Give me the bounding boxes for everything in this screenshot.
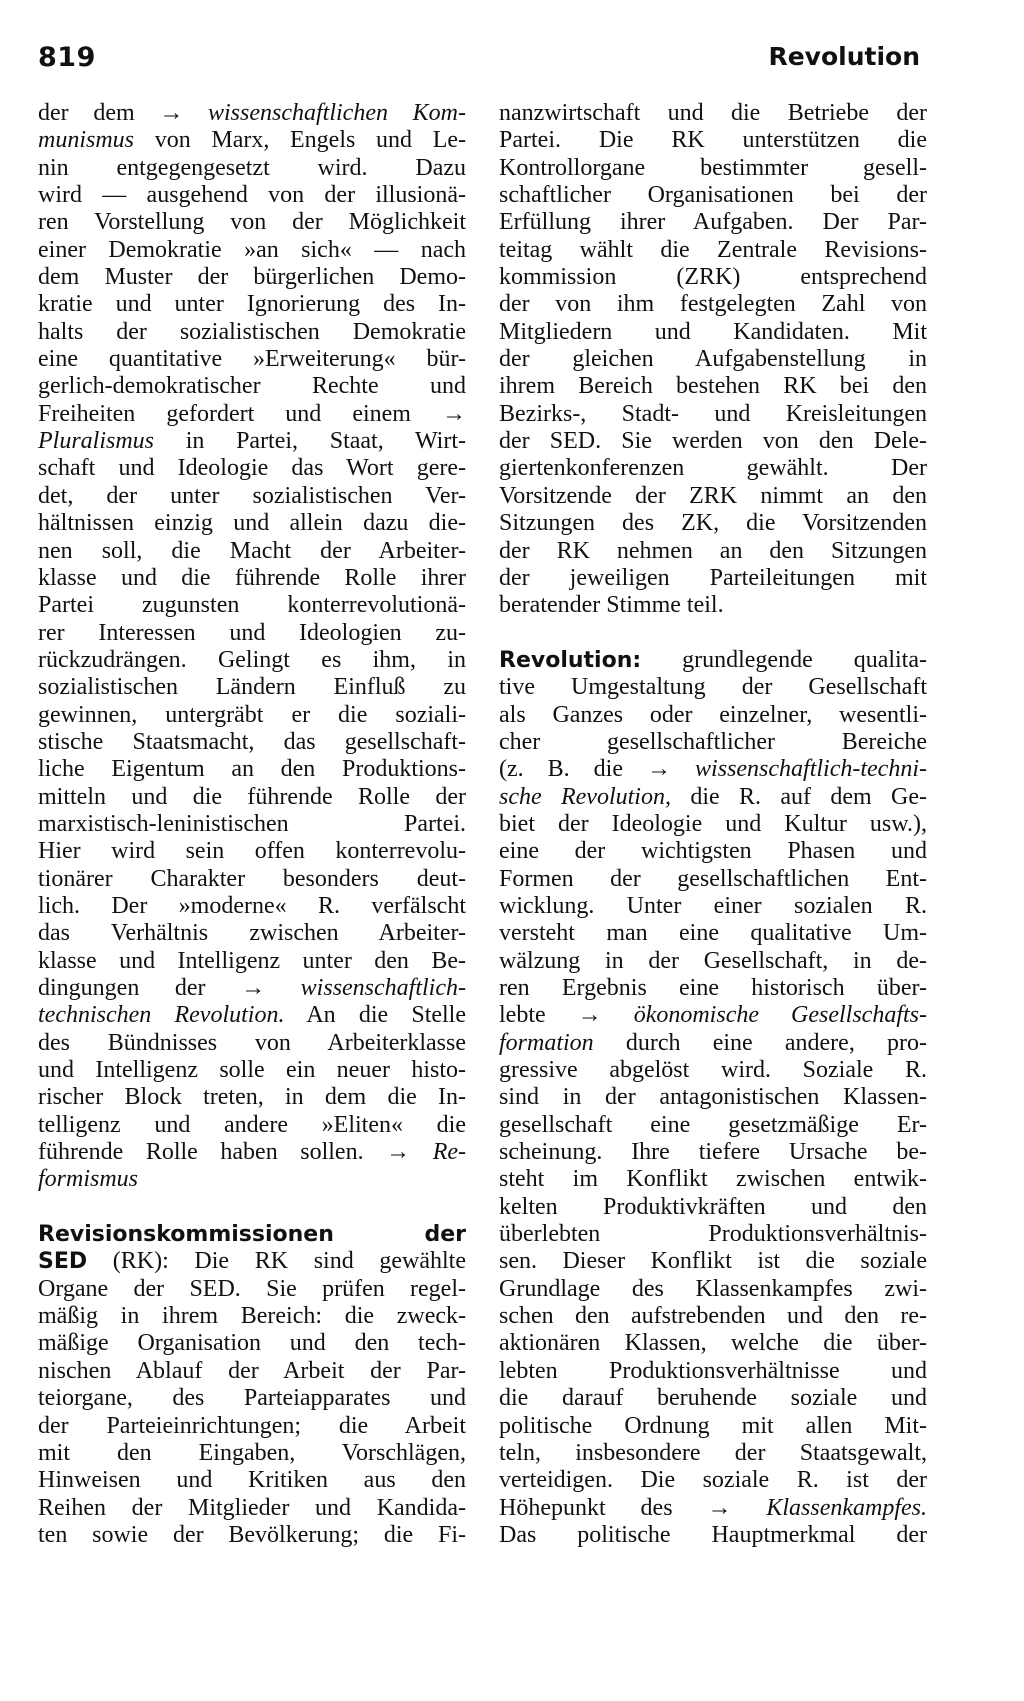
text-line bbox=[38, 975, 466, 1002]
text-line bbox=[38, 893, 466, 920]
text-line bbox=[499, 237, 927, 264]
text-line bbox=[38, 373, 466, 400]
text-run: aktionären Klassen, welche die über- bbox=[499, 1330, 927, 1357]
text-line bbox=[38, 346, 466, 373]
cross-reference: → Klassenkampfes. bbox=[707, 1494, 927, 1521]
text-run: schaft und Ideologie das Wort gere- bbox=[38, 455, 466, 482]
text-line bbox=[38, 838, 466, 865]
text-line bbox=[38, 510, 466, 537]
text-line bbox=[38, 756, 466, 783]
text-line bbox=[38, 291, 466, 318]
text-line bbox=[499, 729, 927, 756]
text-run: teln, insbesondere der Staatsgewalt, bbox=[499, 1439, 927, 1466]
text-line bbox=[499, 1084, 927, 1111]
text-line bbox=[499, 784, 927, 811]
text-run: eine quantitative »Erweiterung« bür- bbox=[38, 346, 466, 373]
text-run: mit den Eingaben, Vorschlägen, bbox=[38, 1439, 466, 1466]
entry-term: Revolution: bbox=[499, 647, 642, 673]
cross-reference: → Re- bbox=[386, 1139, 466, 1166]
text-line bbox=[499, 483, 927, 510]
cross-reference: formismus bbox=[38, 1166, 139, 1193]
running-head: Revolution bbox=[768, 42, 920, 71]
text-run: Grundlage des Klassenkampfes zwi- bbox=[499, 1275, 927, 1302]
text-run: sen. Dieser Konflikt ist die soziale bbox=[499, 1248, 927, 1275]
text-run: die darauf beruhende soziale und bbox=[499, 1385, 927, 1412]
text-run: steht im Konflikt zwischen entwik- bbox=[499, 1166, 927, 1193]
text-run: marxistisch-leninistischen Partei. bbox=[38, 810, 466, 837]
text-run: Reihen der Mitglieder und Kandida- bbox=[38, 1494, 466, 1521]
text-line bbox=[38, 592, 466, 619]
entry-term: SED bbox=[38, 1249, 88, 1275]
text-line bbox=[38, 1495, 466, 1522]
text-line bbox=[38, 455, 466, 482]
text-line bbox=[499, 893, 927, 920]
text-line bbox=[38, 483, 466, 510]
text-run: wird — ausgehend von der illusionä- bbox=[38, 182, 466, 209]
text-run: der RK nehmen an den Sitzungen bbox=[499, 537, 927, 564]
text-line bbox=[499, 948, 927, 975]
text-run: Partei zugunsten konterrevolutionä- bbox=[38, 592, 466, 619]
text-run: schaftlicher Organisationen bei der bbox=[499, 182, 927, 209]
cross-reference: formation bbox=[499, 1029, 594, 1056]
text-run: dingungen der bbox=[38, 975, 242, 1001]
text-run: rückzudrängen. Gelingt es ihm, in bbox=[38, 646, 466, 673]
text-run: grundlegende qualita- bbox=[641, 646, 927, 673]
text-line bbox=[38, 620, 466, 647]
text-run: lich. Der »moderne« R. verfälscht bbox=[38, 892, 466, 919]
text-run: Vorsitzende der ZRK nimmt an den bbox=[499, 482, 927, 509]
text-line bbox=[499, 1495, 927, 1522]
text-line bbox=[499, 455, 927, 482]
text-run: gressive abgelöst wird. Soziale R. bbox=[499, 1057, 927, 1084]
text-line bbox=[38, 702, 466, 729]
text-line bbox=[499, 866, 927, 893]
text-line bbox=[38, 1467, 466, 1494]
text-run: der SED. Sie werden von den Dele- bbox=[499, 428, 927, 455]
text-line bbox=[499, 1248, 927, 1275]
text-line bbox=[38, 100, 466, 127]
cross-reference: → wissenschaftlich- bbox=[241, 975, 466, 1001]
paragraph-gap bbox=[499, 620, 927, 647]
text-run: Partei. Die RK unterstützen die bbox=[499, 127, 927, 154]
cross-reference: → wissenschaftlich-techni- bbox=[647, 756, 927, 783]
text-line bbox=[499, 155, 927, 182]
text-run: einer Demokratie »an sich« — nach bbox=[38, 236, 466, 263]
text-line bbox=[38, 127, 466, 154]
text-run: ren Ergebnis eine historisch über- bbox=[499, 975, 927, 1001]
text-line bbox=[499, 100, 927, 127]
cross-reference: → ökonomische Gesellschafts- bbox=[577, 1002, 927, 1029]
text-line bbox=[499, 319, 927, 346]
text-run: det, der unter sozialistischen Ver- bbox=[38, 482, 466, 509]
text-run: cher gesellschaftlicher Bereiche bbox=[499, 728, 927, 755]
text-line bbox=[499, 1467, 927, 1494]
text-line bbox=[38, 237, 466, 264]
text-line bbox=[499, 264, 927, 291]
text-run: biet der Ideologie und Kultur usw.), bbox=[499, 810, 927, 837]
text-run: durch eine andere, pro- bbox=[593, 1029, 927, 1056]
text-run: nanzwirtschaft und die Betriebe der bbox=[499, 100, 927, 126]
text-run: mäßig in ihrem Bereich: die zweck- bbox=[38, 1303, 466, 1330]
text-line bbox=[499, 209, 927, 236]
text-run: Höhepunkt des bbox=[499, 1494, 708, 1521]
text-run: stische Staatsmacht, das gesellschaft- bbox=[38, 728, 466, 755]
text-run: als Ganzes oder einzelner, wesentli- bbox=[499, 701, 927, 728]
text-line bbox=[499, 510, 927, 537]
text-line bbox=[499, 592, 927, 619]
text-run: mitteln und die führende Rolle der bbox=[38, 783, 466, 810]
text-run: giertenkonferenzen gewählt. Der bbox=[499, 455, 927, 482]
text-line bbox=[38, 182, 466, 209]
text-run: hältnissen einzig und allein dazu die- bbox=[38, 510, 466, 537]
text-line bbox=[38, 538, 466, 565]
text-line bbox=[499, 674, 927, 701]
text-line bbox=[499, 1276, 927, 1303]
text-line bbox=[38, 1166, 466, 1193]
text-line bbox=[38, 1112, 466, 1139]
text-run: nischen Ablauf der Arbeit der Par- bbox=[38, 1357, 466, 1384]
text-run: (RK): Die RK sind gewählte bbox=[87, 1248, 466, 1275]
text-run: Organe der SED. Sie prüfen regel- bbox=[38, 1275, 466, 1302]
text-line bbox=[499, 1002, 927, 1029]
text-run: ihrem Bereich bestehen RK bei den bbox=[499, 373, 927, 400]
text-run: überlebten Produktionsverhältnis- bbox=[499, 1221, 927, 1248]
text-run: nin entgegengesetzt wird. Dazu bbox=[38, 154, 466, 181]
text-run: teitag wählt die Zentrale Revisions- bbox=[499, 236, 927, 263]
text-run: des Bündnisses von Arbeiterklasse bbox=[38, 1029, 466, 1056]
cross-reference: technischen Revolution. bbox=[38, 1002, 285, 1029]
text-line bbox=[499, 1303, 927, 1330]
text-line bbox=[499, 811, 927, 838]
text-run: gerlich-demokratischer Rechte und bbox=[38, 373, 466, 400]
text-run: Bezirks-, Stadt- und Kreisleitungen bbox=[499, 400, 927, 427]
text-line bbox=[499, 1330, 927, 1357]
text-run: der jeweiligen Parteileitungen mit bbox=[499, 564, 927, 591]
text-run: ren Vorstellung von der Möglichkeit bbox=[38, 209, 466, 236]
text-line bbox=[499, 1057, 927, 1084]
text-line bbox=[38, 1057, 466, 1084]
cross-reference: sche Revolution, bbox=[499, 783, 671, 810]
text-line bbox=[38, 428, 466, 455]
text-line bbox=[499, 1030, 927, 1057]
text-line bbox=[38, 729, 466, 756]
text-line bbox=[38, 1358, 466, 1385]
text-run: An die Stelle bbox=[284, 1002, 466, 1029]
text-line bbox=[499, 1522, 927, 1549]
text-run: teiorgane, des Parteiapparates und bbox=[38, 1385, 466, 1412]
left-column bbox=[38, 100, 466, 1549]
text-line bbox=[499, 127, 927, 154]
text-run: verteidigen. Die soziale R. ist der bbox=[499, 1467, 927, 1494]
text-line bbox=[499, 291, 927, 318]
text-line bbox=[38, 401, 466, 428]
text-line bbox=[38, 1276, 466, 1303]
text-line bbox=[499, 975, 927, 1002]
text-run: wicklung. Unter einer sozialen R. bbox=[499, 892, 927, 919]
text-run: der dem bbox=[38, 100, 160, 126]
page-header bbox=[30, 36, 920, 76]
text-run: sozialistischen Ländern Einfluß zu bbox=[38, 674, 466, 701]
text-run: lebten Produktionsverhältnisse und bbox=[499, 1357, 927, 1384]
text-line bbox=[38, 1002, 466, 1029]
text-run: halts der sozialistischen Demokratie bbox=[38, 318, 466, 345]
text-line bbox=[499, 1413, 927, 1440]
page-number: 819 bbox=[38, 42, 96, 73]
text-line bbox=[499, 647, 927, 674]
text-run: Hier wird sein offen konterrevolu- bbox=[38, 838, 466, 865]
text-line bbox=[499, 1358, 927, 1385]
text-line bbox=[499, 920, 927, 947]
text-line bbox=[38, 1139, 466, 1166]
text-run: eine der wichtigsten Phasen und bbox=[499, 838, 927, 865]
text-line bbox=[38, 565, 466, 592]
text-line bbox=[499, 1194, 927, 1221]
text-run: rischer Block treten, in dem die In- bbox=[38, 1084, 466, 1111]
text-line bbox=[499, 565, 927, 592]
text-line bbox=[499, 428, 927, 455]
text-line bbox=[499, 401, 927, 428]
text-line bbox=[499, 756, 927, 783]
cross-reference: munismus bbox=[38, 127, 135, 154]
text-run: mäßige Organisation und den tech- bbox=[38, 1330, 466, 1357]
text-line bbox=[499, 1385, 927, 1412]
text-line bbox=[38, 1221, 466, 1248]
text-run: scheinung. Ihre tiefere Ursache be- bbox=[499, 1139, 927, 1166]
text-line bbox=[38, 674, 466, 701]
text-line bbox=[38, 948, 466, 975]
text-line bbox=[38, 1030, 466, 1057]
text-run: nen soll, die Macht der Arbeiter- bbox=[38, 537, 466, 564]
text-run: der Parteieinrichtungen; die Arbeit bbox=[38, 1412, 466, 1439]
text-run: politische Ordnung mit allen Mit- bbox=[499, 1412, 927, 1439]
text-line bbox=[499, 1440, 927, 1467]
text-run: ten sowie der Bevölkerung; die Fi- bbox=[38, 1521, 466, 1548]
text-line bbox=[38, 1303, 466, 1330]
text-run: lebte bbox=[499, 1002, 578, 1029]
text-line bbox=[38, 811, 466, 838]
text-run: (z. B. die bbox=[499, 756, 648, 783]
text-run: Hinweisen und Kritiken aus den bbox=[38, 1467, 466, 1494]
text-run: der gleichen Aufgabenstellung in bbox=[499, 346, 927, 373]
text-line bbox=[499, 1112, 927, 1139]
text-run: tionärer Charakter besonders deut- bbox=[38, 865, 466, 892]
text-line bbox=[499, 538, 927, 565]
text-line bbox=[38, 647, 466, 674]
text-line bbox=[499, 1166, 927, 1193]
text-run: das Verhältnis zwischen Arbeiter- bbox=[38, 920, 466, 947]
text-line bbox=[38, 1330, 466, 1357]
text-line bbox=[499, 182, 927, 209]
text-run: dem Muster der bürgerlichen Demo- bbox=[38, 264, 466, 291]
text-run: von Marx, Engels und Le- bbox=[134, 127, 466, 154]
text-line bbox=[38, 209, 466, 236]
text-run: klasse und die führende Rolle ihrer bbox=[38, 564, 466, 591]
text-run: versteht man eine qualitative Um- bbox=[499, 920, 927, 947]
text-run: beratender Stimme teil. bbox=[499, 592, 724, 619]
text-run: tive Umgestaltung der Gesellschaft bbox=[499, 674, 927, 701]
text-line bbox=[499, 838, 927, 865]
text-run: sind in der antagonistischen Klassen- bbox=[499, 1084, 927, 1111]
text-line bbox=[38, 1248, 466, 1275]
text-line bbox=[38, 1385, 466, 1412]
text-run: der von ihm festgelegten Zahl von bbox=[499, 291, 927, 318]
text-line bbox=[38, 264, 466, 291]
text-run: Erfüllung ihrer Aufgaben. Der Par- bbox=[499, 209, 927, 236]
text-run: Mitgliedern und Kandidaten. Mit bbox=[499, 318, 927, 345]
entry-term: Revisionskommissionen der bbox=[38, 1222, 466, 1248]
text-run: Formen der gesellschaftlichen Ent- bbox=[499, 865, 927, 892]
text-run: gewinnen, untergräbt er die soziali- bbox=[38, 701, 466, 728]
text-run: Sitzungen des ZK, die Vorsitzenden bbox=[499, 510, 927, 537]
text-run: wälzung in der Gesellschaft, in de- bbox=[499, 947, 927, 974]
text-line bbox=[38, 1084, 466, 1111]
text-run: Das politische Hauptmerkmal der bbox=[499, 1521, 927, 1548]
text-line bbox=[499, 1221, 927, 1248]
text-line bbox=[499, 346, 927, 373]
text-line bbox=[499, 702, 927, 729]
text-run: und Intelligenz solle ein neuer histo- bbox=[38, 1057, 466, 1084]
text-run: kommission (ZRK) entsprechend bbox=[499, 264, 927, 291]
text-line bbox=[38, 866, 466, 893]
text-line bbox=[38, 155, 466, 182]
text-run: liche Eigentum an den Produktions- bbox=[38, 756, 466, 783]
text-run: in Partei, Staat, Wirt- bbox=[154, 428, 466, 455]
right-column bbox=[499, 100, 927, 1549]
text-run: schen den aufstrebenden und den re- bbox=[499, 1303, 927, 1330]
text-run: gesellschaft eine gesetzmäßige Er- bbox=[499, 1111, 927, 1138]
text-run: die R. auf dem Ge- bbox=[670, 783, 927, 810]
text-line bbox=[499, 1139, 927, 1166]
text-line bbox=[38, 920, 466, 947]
paragraph-gap bbox=[38, 1194, 466, 1221]
text-line bbox=[38, 1522, 466, 1549]
cross-reference: Pluralismus bbox=[38, 428, 155, 455]
text-line bbox=[38, 1413, 466, 1440]
text-line bbox=[38, 1440, 466, 1467]
text-line bbox=[499, 373, 927, 400]
text-run: Kontrollorgane bestimmter gesell- bbox=[499, 154, 927, 181]
text-line bbox=[38, 784, 466, 811]
text-run: klasse und Intelligenz unter den Be- bbox=[38, 947, 466, 974]
text-run: führende Rolle haben sollen. bbox=[38, 1139, 387, 1166]
cross-reference: → wissenschaftlichen Kom- bbox=[159, 100, 466, 126]
text-line bbox=[38, 319, 466, 346]
text-run: Freiheiten gefordert und einem → bbox=[38, 400, 466, 427]
text-run: rer Interessen und Ideologien zu- bbox=[38, 619, 466, 646]
text-run: kratie und unter Ignorierung des In- bbox=[38, 291, 466, 318]
text-run: telligenz und andere »Eliten« die bbox=[38, 1111, 466, 1138]
text-run: kelten Produktivkräften und den bbox=[499, 1193, 927, 1220]
